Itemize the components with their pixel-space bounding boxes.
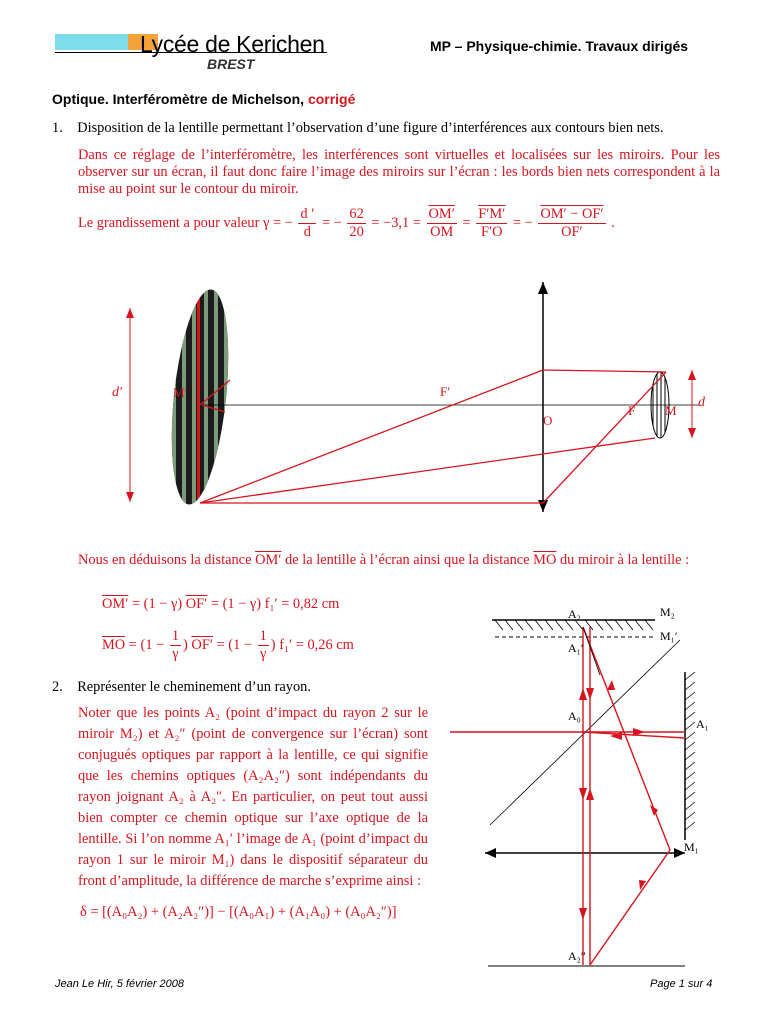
label-d-prime: d′: [112, 385, 123, 400]
magnification-intro: Le grandissement a pour valeur: [78, 214, 260, 231]
label-f-prime: F′: [440, 384, 451, 399]
path-difference-formula: δ = [(A₀A₂) + (A₂A₂″)] − [(A₀A₁) + (A₁A₀) + (A₀A₂″)]: [80, 904, 397, 920]
footer-author-date: Jean Le Hir, 5 février 2008: [55, 978, 185, 990]
label-m: M: [665, 403, 677, 418]
question-1-text: Disposition de la lentille permettant l’observation d’une figure d’interférences aux contours bien nets.: [77, 120, 664, 136]
document-title: [52, 91, 355, 107]
lens-imaging-diagram: [100, 270, 730, 530]
vector-mo: $\overline{MO}$: [533, 552, 557, 568]
lens-arrow-top: [538, 282, 548, 294]
label-d: d: [698, 395, 705, 410]
ray-paths: [450, 627, 685, 965]
title-highlight: corrigé: [307, 91, 356, 107]
frac-om-of: $\frac{OM' - OF'}{OF'}$: [540, 206, 604, 240]
frac-62-20: $\frac{62}{20}$: [349, 206, 364, 240]
gamma-symbol: γ: [263, 214, 270, 231]
school-city: BREST: [207, 56, 255, 72]
question-2: [52, 679, 311, 696]
label-a2: A₂: [568, 607, 581, 621]
label-o: O: [543, 413, 553, 428]
frac-d-ratio: $\frac{d '}{d}$: [300, 206, 315, 240]
label-m-prime: M′: [173, 385, 188, 400]
footer-page-number: Page 1 sur 4: [650, 978, 713, 990]
frac-fm: $\frac{F'M'}{F'O}$: [478, 206, 506, 240]
question-2-number: 2.: [52, 679, 63, 695]
mirror-m2-hatching: [495, 620, 653, 630]
logo-bar-cyan: [55, 34, 130, 50]
question-1-number: 1.: [52, 120, 63, 136]
magnification-value: −3,1: [383, 214, 410, 231]
lens-arrow-bottom: [538, 500, 548, 512]
label-m1: M₁: [684, 840, 699, 854]
rays: [200, 370, 666, 503]
label-a1-prime: A₁′: [568, 641, 584, 655]
vector-om-prime: OM′: [255, 552, 282, 568]
question-1-answer: Dans ce réglage de l’interféromètre, les interférences sont virtuelles et localisées sur les miroirs. Pour les observer sur un écran, il faut donc faire l’image des miroirs sur l’écran : les bords bien nets correspondent à la mise au point sur le contour du miroir.: [78, 147, 720, 197]
question-2-text: Représenter le cheminement d’un rayon.: [77, 679, 311, 695]
school-name: Lycée de Kerichen: [140, 31, 325, 57]
formula-mo: $\overline{MO} = (1$ − $\frac{1}{\gamma}$ ) OF′ = (1 − $\frac{1}{\gamma}$ ) f₁′ = 0,26 cm: [102, 628, 354, 662]
label-m1-prime: M₁′: [660, 629, 678, 643]
label-m2: M₂: [660, 605, 675, 619]
question-1: [52, 120, 722, 137]
michelson-diagram: [440, 600, 730, 975]
frac-om: $\frac{OM'}{OM}$: [428, 206, 455, 240]
course-header: MP – Physique-chimie. Travaux dirigés: [430, 38, 689, 54]
label-f: F: [628, 403, 636, 418]
question-2-answer: Noter que les points A₂ (point d’impact du rayon 2 sur le miroir M₂) et A₂″ (point de convergence sur l’écran) sont conjugués optiques par rapport à la lentille, ce qui signifie que les chemins optiques (A₂A₂″) sont indépendants du rayon joignant A₂ à A₂″. En particulier, on peut tout aussi bien compter ce chemin optique sur l’axe optique de la lentille. Si l’on nomme A₁′ l’image de A₁ (point d’impact du rayon 1 sur le miroir M₁) dans le dispositif séparateur du front d’amplitude, la différence de marche s’exprime ainsi :: [78, 705, 428, 889]
formula-om-prime: OM′ = (1 − γ) OF′ = (1 − γ) f₁′ = 0,82 cm: [102, 596, 340, 612]
label-a2-double-prime: A₂″: [568, 949, 586, 963]
title-main: Optique. Interféromètre de Michelson,: [52, 91, 305, 107]
label-a1: A₁: [696, 717, 709, 731]
label-a0: A₀: [568, 709, 581, 723]
deduction-text: Nous en déduisons la distance OM′ de la lentille à l’écran ainsi que la distance $\overline{MO}$ du miroir à la lentille :: [78, 552, 690, 568]
magnification-formula: Le grandissement a pour valeur γ = − $\frac{d '}{d}$ = − $\frac{62}{20}$ = −3,1 = $\frac{OM'}{OM}$ = $\frac{F'M'}{F'O}$ = − $\frac{OM' - OF'}{OF'}$ .: [78, 206, 615, 240]
